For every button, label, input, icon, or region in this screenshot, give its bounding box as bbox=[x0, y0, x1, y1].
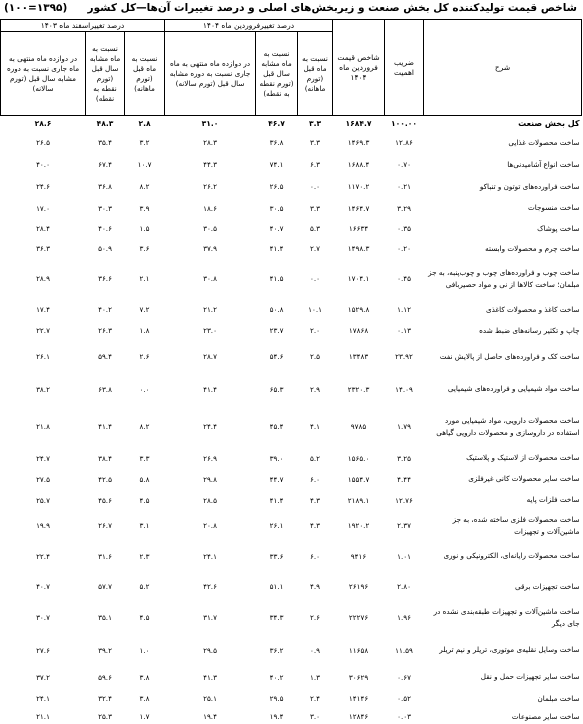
cell-index: ۱۴۶۹.۳ bbox=[347, 138, 370, 147]
cell-e-y: ۶۳.۸ bbox=[98, 384, 112, 394]
cell-f-y: ۴۱.۴ bbox=[269, 244, 284, 253]
table-title: شاخص قیمت تولیدکننده کل بخش صنعت و زیربخش‌های اصلی و درصد تغییرات آن‌ها—کل کشور bbox=[87, 2, 577, 14]
cell-f-y: ۵۰.۸ bbox=[269, 305, 284, 314]
cell-weight: ۱۰۰.۰۰ bbox=[385, 116, 424, 132]
cell-e-y: ۳۶.۶ bbox=[98, 274, 112, 283]
cell-weight: ۰.۶۷ bbox=[397, 672, 411, 682]
cell-name: ساخت سایر تجهیزات حمل و نقل bbox=[480, 672, 580, 681]
cell-name: ساخت محصولات دارویی، مواد شیمیایی مورد استفاده در داروسازی و محصولات دارویی گیاهی bbox=[436, 415, 580, 437]
cell-e-y: ۴۰.۲ bbox=[98, 305, 112, 314]
header-e-yoy: نسبت به ماه مشابه سال قبل (تورم نقطه به نقطه) bbox=[86, 32, 125, 116]
cell-e-y: ۳۱.۶ bbox=[98, 551, 112, 561]
cell-e-a: ۲۱.۸ bbox=[36, 422, 50, 431]
cell-e-y: ۳۰.۳ bbox=[98, 203, 112, 213]
cell-index: ۱۷۸۶۸ bbox=[348, 326, 369, 335]
cell-weight: ۲.۸۰ bbox=[397, 582, 411, 591]
table-row bbox=[1, 406, 582, 448]
table-row bbox=[1, 448, 582, 469]
cell-index: ۱۵۶۵.۰ bbox=[347, 453, 370, 463]
cell-e-m: ۲.۶ bbox=[139, 352, 150, 361]
cell-e-m: ۳.۳ bbox=[139, 453, 150, 463]
cell-e-y: ۳۲.۴ bbox=[98, 694, 112, 703]
cell-index: ۱۶۸۴.۷ bbox=[333, 116, 385, 132]
cell-e-m: ۳.۸ bbox=[139, 672, 150, 682]
cell-name: چاپ و تکثیر رسانه‌های ضبط شده bbox=[479, 325, 580, 335]
cell-index: ۱۱۶۵۸ bbox=[348, 645, 369, 655]
cell-f-a: ۳۰.۵ bbox=[203, 224, 217, 233]
cell-index: ۲۶۱۹۶ bbox=[348, 582, 369, 591]
cell-e-a: ۲۸.۴ bbox=[36, 224, 50, 233]
ppi-table bbox=[0, 19, 582, 724]
table-row bbox=[1, 132, 582, 154]
cell-index: ۲۱۸۹.۱ bbox=[347, 495, 370, 505]
table-row bbox=[1, 667, 582, 688]
cell-f-m: ۵.۳ bbox=[310, 224, 321, 233]
cell-e-m: ۴.۵ bbox=[139, 613, 150, 622]
cell-weight: ۰.۳۵ bbox=[397, 224, 411, 233]
table-body bbox=[1, 116, 582, 724]
cell-e-a: ۲۷.۶ bbox=[36, 645, 50, 655]
header-f-annual: در دوازده ماه منتهی به ماه جاری نسبت به دوره مشابه سال قبل (تورم سالانه) bbox=[165, 32, 256, 116]
cell-e-y: ۳۵.۱ bbox=[98, 613, 112, 622]
cell-weight: ۲.۳۷ bbox=[397, 521, 411, 530]
cell-f-m: ۴.۱ bbox=[310, 422, 321, 431]
cell-e-m: ۷.۲ bbox=[139, 305, 150, 314]
cell-name: ساخت کاغذ و محصولات کاغذی bbox=[485, 304, 580, 314]
cell-e-y: ۴۰.۶ bbox=[98, 224, 112, 233]
cell-e-m: ۳.۱ bbox=[139, 521, 150, 530]
cell-f-m: ۱.۳ bbox=[310, 672, 321, 682]
cell-weight: ۱۲.۷۶ bbox=[395, 495, 413, 505]
table-row bbox=[1, 710, 582, 724]
cell-f-m: ۰.۰ bbox=[310, 274, 321, 283]
cell-f-y: ۶۵.۳ bbox=[269, 384, 284, 394]
cell-f-a: ۲۹.۸ bbox=[203, 474, 217, 484]
cell-e-m: ۵.۲ bbox=[139, 582, 150, 591]
cell-name: ساخت فلزات پایه bbox=[526, 495, 580, 504]
header-index: شاخص قیمت فروردین ماه ۱۴۰۴ bbox=[333, 20, 385, 116]
cell-e-m: ۱.۸ bbox=[139, 326, 150, 335]
cell-f-m: ۲.۶ bbox=[310, 613, 321, 622]
table-row bbox=[1, 198, 582, 219]
cell-index: ۱۶۸۸.۴ bbox=[347, 160, 370, 169]
cell-name: ساخت وسایل نقلیه‌ی موتوری، تریلر و نیم تریلر bbox=[439, 645, 580, 654]
cell-e-y: ۳۹.۲ bbox=[98, 645, 112, 655]
table-row bbox=[1, 469, 582, 490]
table-row bbox=[1, 490, 582, 511]
cell-f-m: ۴.۹ bbox=[310, 582, 321, 591]
cell-f-a: ۳۰.۸ bbox=[203, 274, 217, 283]
cell-f-a: ۲۴.۴ bbox=[203, 422, 217, 431]
cell-weight: ۱.۷۹ bbox=[397, 422, 411, 431]
header-weight: ضریب اهمیت bbox=[385, 20, 424, 116]
cell-f-m: ۶.۳ bbox=[310, 160, 321, 169]
cell-index: ۳۰۶۲۹ bbox=[348, 672, 369, 682]
cell-f-y: ۴۱.۴ bbox=[269, 495, 284, 505]
cell-weight: ۰.۷۰ bbox=[397, 160, 411, 169]
cell-e-y: ۲۶.۷ bbox=[98, 521, 112, 530]
cell-e-a: ۲۸.۶ bbox=[1, 116, 86, 132]
cell-f-y: ۳۹.۰ bbox=[269, 453, 284, 463]
cell-weight: ۴.۴۴ bbox=[397, 474, 411, 484]
cell-e-a: ۲۵.۷ bbox=[36, 495, 50, 505]
cell-weight: ۳.۲۹ bbox=[397, 203, 411, 213]
table-row bbox=[1, 321, 582, 341]
cell-e-a: ۱۷.۰ bbox=[36, 203, 50, 213]
table-row bbox=[1, 634, 582, 667]
table-row bbox=[1, 602, 582, 634]
cell-e-m: ۸.۲ bbox=[139, 422, 150, 431]
cell-e-a: ۴۰.۰ bbox=[36, 160, 50, 169]
cell-e-a: ۳۶.۳ bbox=[36, 244, 50, 253]
cell-name: ساخت پوشاک bbox=[537, 223, 580, 233]
cell-f-y: ۵۴.۶ bbox=[269, 352, 284, 361]
cell-f-y: ۴۰.۷ bbox=[269, 224, 284, 233]
cell-f-m: ۴.۳ bbox=[310, 495, 321, 505]
cell-weight: ۱۲.۸۶ bbox=[395, 138, 413, 147]
cell-e-m: ۳.۸ bbox=[139, 694, 150, 703]
cell-weight: ۰.۱۳ bbox=[397, 326, 411, 335]
table-row bbox=[1, 239, 582, 259]
header-e-monthly: نسبت به ماه قبل (تورم ماهانه) bbox=[125, 32, 165, 116]
table-row bbox=[1, 341, 582, 373]
cell-index: ۱۶۶۳۴ bbox=[348, 224, 369, 233]
cell-f-m: ۳.۳ bbox=[310, 138, 321, 147]
cell-name: ساخت فراورده‌های توتون و تنباکو bbox=[479, 181, 580, 191]
cell-weight: ۱۱.۵۹ bbox=[395, 645, 413, 655]
cell-f-y: ۵۱.۱ bbox=[269, 582, 284, 591]
cell-f-m: ۵.۲ bbox=[310, 453, 321, 463]
cell-f-a: ۱۹.۴ bbox=[203, 712, 217, 721]
header-name: شرح bbox=[424, 20, 582, 116]
cell-index: ۱۵۵۴.۷ bbox=[347, 474, 370, 484]
cell-index: ۹۴۱۶ bbox=[350, 551, 367, 561]
cell-index: ۲۲۲۷۶ bbox=[348, 613, 369, 622]
cell-f-a: ۲۰.۸ bbox=[203, 521, 217, 530]
cell-f-a: ۱۸.۶ bbox=[203, 203, 217, 213]
cell-f-y: ۳۰.۵ bbox=[269, 203, 284, 213]
table-row bbox=[1, 541, 582, 572]
cell-name: ساخت سایر محصولات کانی غیرفلزی bbox=[468, 474, 580, 483]
cell-e-m: ۳.۲ bbox=[139, 138, 150, 147]
cell-f-a: ۲۶.۹ bbox=[203, 453, 217, 463]
cell-e-y: ۵۹.۴ bbox=[98, 352, 112, 361]
cell-f-a: ۲۵.۱ bbox=[203, 694, 217, 703]
cell-weight: ۱.۹۶ bbox=[397, 613, 411, 622]
cell-name: ساخت کک و فراورده‌های حاصل از پالایش نفت bbox=[439, 351, 580, 361]
cell-f-a: ۴۱.۳ bbox=[203, 672, 217, 682]
cell-index: ۱۲۸۴۶ bbox=[348, 712, 369, 721]
cell-e-a: ۲۴.۱ bbox=[36, 694, 50, 703]
cell-f-m: ۶.۰ bbox=[310, 551, 321, 561]
cell-e-y: ۵۷.۷ bbox=[98, 582, 112, 591]
cell-e-y: ۴۵.۶ bbox=[98, 495, 112, 505]
table-row bbox=[1, 259, 582, 299]
cell-weight: ۳.۲۵ bbox=[397, 453, 411, 463]
cell-f-m: ۳.۳ bbox=[298, 116, 333, 132]
cell-f-m: ۲.۵ bbox=[310, 352, 321, 361]
cell-e-m: ۱۰.۷ bbox=[137, 160, 152, 169]
cell-name: ساخت چرم و محصولات وابسته bbox=[485, 243, 580, 253]
table-row bbox=[1, 373, 582, 406]
cell-f-m: ۳.۳ bbox=[310, 203, 321, 213]
cell-f-a: ۴۱.۴ bbox=[203, 384, 217, 394]
cell-weight: ۰.۴۵ bbox=[397, 274, 411, 283]
cell-e-m: ۸.۲ bbox=[139, 182, 150, 191]
cell-e-a: ۲۷.۵ bbox=[36, 474, 50, 484]
cell-f-y: ۴۶.۷ bbox=[256, 116, 298, 132]
cell-f-a: ۲۶.۲ bbox=[203, 182, 217, 191]
cell-f-y: ۴۴.۷ bbox=[269, 474, 284, 484]
total-row bbox=[1, 116, 582, 132]
cell-f-y: ۳۶.۲ bbox=[269, 645, 284, 655]
cell-index: ۱۵۲۹.۸ bbox=[347, 305, 370, 314]
cell-f-a: ۴۴.۳ bbox=[203, 160, 217, 169]
cell-f-a: ۲۴.۱ bbox=[203, 551, 217, 561]
cell-f-y: ۷۴.۱ bbox=[269, 160, 284, 169]
cell-f-y: ۴۰.۲ bbox=[269, 672, 284, 682]
cell-e-y: ۵۰.۹ bbox=[98, 244, 112, 253]
cell-weight: ۰.۲۰ bbox=[397, 244, 411, 253]
table-row bbox=[1, 219, 582, 239]
cell-name: ساخت محصولات غذایی bbox=[508, 137, 580, 147]
cell-f-m: ۰.۹ bbox=[310, 645, 321, 655]
cell-e-m: ۰.۰ bbox=[139, 384, 150, 394]
cell-f-m: ۲.۹ bbox=[310, 384, 321, 394]
table-row bbox=[1, 176, 582, 198]
cell-weight: ۱.۱۲ bbox=[397, 305, 411, 314]
cell-e-a: ۲۴.۷ bbox=[36, 453, 50, 463]
cell-e-a: ۳۰.۷ bbox=[36, 613, 50, 622]
cell-name: ساخت محصولات از لاستیک و پلاستیک bbox=[466, 453, 580, 462]
cell-e-m: ۳.۶ bbox=[139, 244, 150, 253]
cell-f-a: ۲۸.۵ bbox=[203, 495, 217, 505]
table-row bbox=[1, 511, 582, 541]
header-e-annual: در دوازده ماه منتهی به ماه جاری نسبت به دوره مشابه سال قبل (تورم سالانه) bbox=[1, 32, 86, 116]
cell-e-a: ۲۶.۱ bbox=[36, 352, 50, 361]
table-row bbox=[1, 154, 582, 176]
cell-e-m: ۲.۱ bbox=[139, 274, 150, 283]
title-bar bbox=[0, 2, 583, 18]
cell-index: ۱۴۱۴۶ bbox=[348, 694, 369, 703]
cell-f-a: ۲۳.۰ bbox=[203, 326, 217, 335]
cell-f-m: ۴.۳ bbox=[310, 521, 321, 530]
cell-name: ساخت تجهیزات برقی bbox=[515, 581, 580, 591]
cell-index: ۱۷۰۴.۱ bbox=[347, 274, 370, 283]
cell-name: ساخت منسوجات bbox=[527, 203, 580, 212]
cell-f-y: ۲۹.۵ bbox=[269, 694, 284, 703]
cell-name: ساخت ماشین‌آلات و تجهیزات طبقه‌بندی نشده در جای دیگر bbox=[433, 606, 580, 628]
cell-name: ساخت محصولات رایانه‌ای، الکترونیکی و نوری bbox=[443, 551, 580, 560]
cell-index: ۲۳۲۰.۳ bbox=[347, 384, 370, 394]
cell-e-m: ۳.۹ bbox=[139, 203, 150, 213]
cell-f-m: ۳.۰ bbox=[310, 712, 321, 721]
cell-e-m: ۱.۷ bbox=[139, 712, 150, 721]
cell-f-a: ۲۹.۵ bbox=[203, 645, 217, 655]
cell-name: ساخت محصولات فلزی ساخته شده، به جز ماشین‌آلات و تجهیزات bbox=[452, 514, 580, 536]
cell-index: ۹۷۸۵ bbox=[350, 422, 367, 431]
cell-index: ۱۴۹۸.۳ bbox=[347, 244, 370, 253]
header-group-farvardin: درصد تغییرفروردین ماه ۱۴۰۴ bbox=[165, 20, 333, 32]
cell-name: ساخت سایر مصنوعات bbox=[511, 711, 580, 721]
cell-e-m: ۱.۵ bbox=[139, 224, 150, 233]
cell-f-y: ۳۴.۳ bbox=[269, 613, 284, 622]
cell-f-y: ۲۶.۱ bbox=[269, 521, 284, 530]
cell-f-y: ۳۳.۶ bbox=[269, 551, 284, 561]
cell-weight: ۱.۰۱ bbox=[397, 551, 411, 561]
cell-f-a: ۲۸.۷ bbox=[203, 352, 217, 361]
base-year: (۱۰۰=۱۳۹۵) bbox=[4, 2, 68, 14]
table-row bbox=[1, 572, 582, 602]
cell-f-y: ۴۱.۵ bbox=[269, 274, 284, 283]
cell-e-y: ۲۵.۳ bbox=[98, 712, 112, 721]
cell-f-a: ۲۸.۳ bbox=[203, 138, 217, 147]
cell-f-y: ۴۵.۴ bbox=[269, 422, 284, 431]
cell-e-a: ۱۹.۹ bbox=[36, 521, 50, 530]
cell-e-a: ۳۸.۲ bbox=[36, 384, 50, 394]
table-row bbox=[1, 299, 582, 321]
table-row bbox=[1, 688, 582, 710]
cell-e-a: ۲۴.۶ bbox=[36, 182, 50, 191]
cell-e-y: ۴۱.۴ bbox=[98, 422, 112, 431]
cell-e-y: ۵۹.۶ bbox=[98, 672, 112, 682]
cell-weight: ۲۳.۹۲ bbox=[395, 352, 413, 361]
cell-e-y: ۳۵.۴ bbox=[98, 138, 112, 147]
cell-name: ساخت مواد شیمیایی و فراورده‌های شیمیایی bbox=[447, 384, 580, 393]
cell-f-y: ۲۳.۷ bbox=[269, 326, 284, 335]
cell-f-a: ۴۲.۶ bbox=[203, 582, 217, 591]
cell-f-m: ۲.۷ bbox=[310, 244, 321, 253]
cell-e-y: ۶۷.۴ bbox=[98, 160, 112, 169]
cell-e-m: ۱.۰ bbox=[139, 645, 150, 655]
cell-e-y: ۳۶.۸ bbox=[98, 182, 112, 191]
cell-e-a: ۲۲.۷ bbox=[36, 326, 50, 335]
cell-e-y: ۳۸.۴ bbox=[98, 453, 112, 463]
cell-f-a: ۳۱.۰ bbox=[165, 116, 256, 132]
cell-e-m: ۲.۳ bbox=[139, 551, 150, 561]
header-f-yoy: نسبت به ماه مشابه سال قبل (تورم نقطه به نقطه) bbox=[256, 32, 298, 116]
cell-index: ۱۹۲۰.۲ bbox=[347, 521, 370, 530]
cell-f-y: ۱۹.۴ bbox=[269, 712, 284, 721]
cell-e-a: ۲۲.۴ bbox=[36, 551, 50, 561]
cell-f-m: ۶.۰ bbox=[310, 474, 321, 484]
cell-f-y: ۲۶.۵ bbox=[269, 182, 284, 191]
cell-weight: ۱۴.۰۹ bbox=[395, 384, 413, 394]
cell-f-a: ۳۱.۷ bbox=[203, 613, 217, 622]
cell-f-m: ۲.۴ bbox=[310, 694, 321, 703]
cell-e-a: ۲۶.۵ bbox=[36, 138, 50, 147]
cell-f-a: ۳۷.۹ bbox=[203, 244, 217, 253]
cell-f-y: ۳۶.۸ bbox=[269, 138, 284, 147]
cell-name: ساخت مبلمان bbox=[537, 693, 580, 703]
cell-name: کل بخش صنعت bbox=[424, 116, 582, 132]
cell-index: ۱۳۴۸۳ bbox=[348, 352, 369, 361]
cell-weight: ۰.۵۲ bbox=[397, 694, 411, 703]
cell-e-y: ۴۲.۵ bbox=[98, 474, 112, 484]
cell-weight: ۰.۰۳ bbox=[397, 712, 411, 721]
cell-f-m: ۲.۰ bbox=[310, 326, 321, 335]
header-group-esfand: درصد تغییراسفند ماه ۱۴۰۳ bbox=[1, 20, 165, 32]
cell-index: ۱۱۷۰.۲ bbox=[347, 182, 370, 191]
cell-e-m: ۵.۸ bbox=[139, 474, 150, 484]
cell-e-a: ۲۸.۹ bbox=[36, 274, 50, 283]
cell-weight: ۰.۲۱ bbox=[397, 182, 411, 191]
cell-name: ساخت انواع آشامیدنی‌ها bbox=[507, 159, 580, 169]
cell-e-y: ۲۶.۳ bbox=[98, 326, 112, 335]
header-f-monthly: نسبت به ماه قبل (تورم ماهانه) bbox=[298, 32, 333, 116]
cell-e-a: ۳۷.۲ bbox=[36, 672, 50, 682]
cell-name: ساخت چوب و فراورده‌های چوب و چوب‌پنبه، به جز مبلمان؛ ساخت کالاها از نی و مواد حصیربافی bbox=[428, 267, 580, 289]
cell-f-a: ۲۱.۲ bbox=[203, 305, 217, 314]
cell-f-m: ۰.۰ bbox=[310, 182, 321, 191]
cell-f-m: ۱۰.۱ bbox=[308, 305, 322, 314]
cell-e-a: ۱۷.۴ bbox=[36, 305, 50, 314]
cell-e-a: ۴۰.۷ bbox=[36, 582, 50, 591]
cell-e-a: ۲۱.۱ bbox=[36, 712, 50, 721]
cell-index: ۱۴۶۴.۷ bbox=[347, 203, 370, 213]
cell-e-m: ۴.۵ bbox=[139, 495, 150, 505]
cell-e-y: ۴۸.۳ bbox=[86, 116, 125, 132]
cell-e-m: ۲.۸ bbox=[125, 116, 165, 132]
